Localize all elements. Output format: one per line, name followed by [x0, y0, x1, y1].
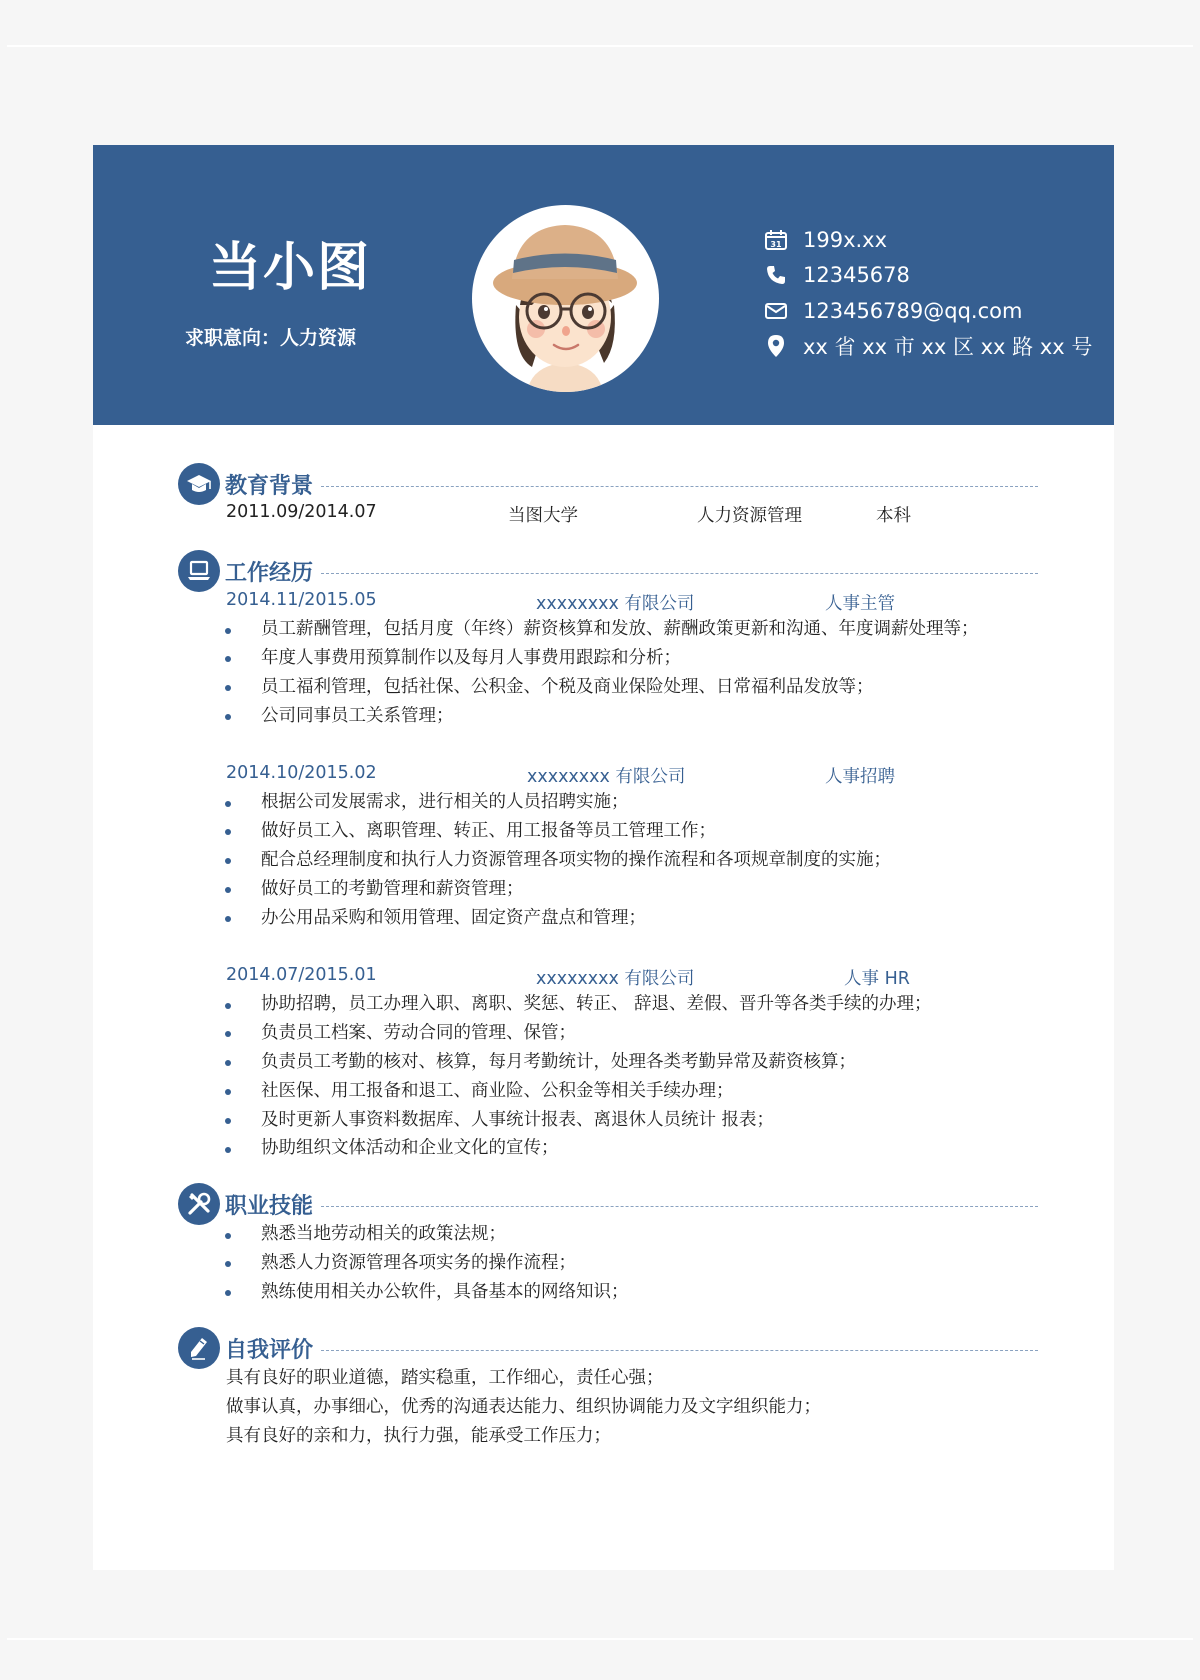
pencil-icon — [178, 1327, 220, 1369]
job-2-role: 人事招聘 — [825, 767, 895, 787]
avatar-illustration — [472, 205, 659, 392]
skills-list — [225, 1220, 629, 1307]
section-work-title: 工作经历 — [225, 560, 314, 586]
evaluation-line: 具有良好的职业道德，踏实稳重，工作细心，责任心强； — [226, 1368, 664, 1388]
contact-list — [763, 222, 1092, 364]
tools-icon — [178, 1183, 220, 1225]
resume-page — [93, 145, 1114, 1570]
education-school: 当图大学 — [508, 506, 578, 526]
list-item: 熟悉当地劳动相关的政策法规； — [225, 1220, 629, 1249]
job-1-period: 2014.11/2015.05 — [226, 590, 377, 610]
phone-icon — [763, 263, 789, 287]
contact-phone — [763, 258, 1092, 294]
section-divider — [321, 1350, 1038, 1351]
job-3-duties — [225, 990, 932, 1163]
address-text: xx 省 xx 市 xx 区 xx 路 xx 号 — [803, 335, 1093, 360]
job-3-role: 人事 HR — [844, 969, 910, 989]
resume-header — [93, 145, 1114, 425]
candidate-name: 当小图 — [208, 238, 371, 298]
evaluation-line: 具有良好的亲和力，执行力强，能承受工作压力； — [226, 1425, 611, 1446]
top-divider — [7, 45, 1193, 47]
list-item: 办公用品采购和领用管理、固定资产盘点和管理； — [225, 904, 891, 933]
list-item: 配合总经理制度和执行人力资源管理各项实物的操作流程和各项规章制度的实施； — [225, 846, 891, 875]
svg-text:31: 31 — [770, 239, 782, 249]
job-2-company: xxxxxxxx 有限公司 — [527, 767, 686, 787]
job-2-duties — [225, 788, 891, 932]
list-item: 员工薪酬管理，包括月度（年终）薪资核算和发放、薪酬政策更新和沟通、年度调薪处理等； — [225, 615, 979, 644]
bottom-divider — [7, 1638, 1193, 1640]
section-divider — [321, 573, 1038, 574]
job-3-company: xxxxxxxx 有限公司 — [536, 969, 695, 989]
list-item: 熟悉人力资源管理各项实务的操作流程； — [225, 1249, 629, 1278]
phone-text: 12345678 — [803, 263, 910, 288]
list-item: 做好员工入、离职管理、转正、用工报备等员工管理工作； — [225, 817, 891, 846]
list-item: 社医保、用工报备和退工、商业险、公积金等相关手续办理； — [225, 1077, 932, 1106]
job-2-period: 2014.10/2015.02 — [226, 763, 377, 783]
contact-address — [763, 329, 1092, 365]
list-item: 负责员工档案、劳动合同的管理、保管； — [225, 1019, 932, 1048]
list-item: 及时更新人事资料数据库、人事统计报表、离退休人员统计 报表； — [225, 1106, 932, 1135]
list-item: 协助组织文体活动和企业文化的宣传； — [225, 1134, 932, 1163]
education-degree: 本科 — [876, 506, 911, 526]
section-divider — [321, 1206, 1038, 1207]
section-self-evaluation-title: 自我评价 — [225, 1337, 314, 1363]
job-intent: 求职意向：人力资源 — [185, 327, 357, 349]
avatar — [472, 205, 659, 392]
laptop-icon — [178, 550, 220, 592]
mail-icon — [763, 299, 789, 323]
evaluation-line: 做事认真，办事细心，优秀的沟通表达能力、组织协调能力及文字组织能力； — [226, 1396, 821, 1417]
contact-birthdate — [763, 222, 1092, 258]
job-3-period: 2014.07/2015.01 — [226, 965, 377, 985]
location-pin-icon — [763, 334, 789, 358]
calendar-icon — [763, 228, 789, 252]
job-1-role: 人事主管 — [825, 594, 895, 614]
section-education-title: 教育背景 — [225, 473, 314, 499]
section-self-evaluation-heading — [178, 1327, 1038, 1369]
self-evaluation-text — [226, 1364, 821, 1451]
birthdate-text: 199x.xx — [803, 227, 888, 252]
contact-email — [763, 293, 1092, 329]
job-1-company: xxxxxxxx 有限公司 — [536, 594, 695, 614]
list-item: 年度人事费用预算制作以及每月人事费用跟踪和分析； — [225, 644, 979, 673]
job-1-duties — [225, 615, 979, 731]
education-period: 2011.09/2014.07 — [226, 502, 377, 522]
section-divider — [321, 486, 1038, 487]
list-item: 根据公司发展需求，进行相关的人员招聘实施； — [225, 788, 891, 817]
list-item: 公司同事员工关系管理； — [225, 702, 979, 731]
list-item: 做好员工的考勤管理和薪资管理； — [225, 875, 891, 904]
list-item: 负责员工考勤的核对、核算，每月考勤统计，处理各类考勤异常及薪资核算； — [225, 1048, 932, 1077]
section-skills-heading — [178, 1183, 1038, 1225]
list-item: 熟练使用相关办公软件，具备基本的网络知识； — [225, 1278, 629, 1307]
section-education-heading — [178, 463, 1038, 505]
list-item: 协助招聘，员工办理入职、离职、奖惩、转正、 辞退、差假、晋升等各类手续的办理； — [225, 990, 932, 1019]
section-work-heading — [178, 550, 1038, 592]
section-skills-title: 职业技能 — [225, 1193, 314, 1219]
list-item: 员工福利管理，包括社保、公积金、个税及商业保险处理、日常福利品发放等； — [225, 673, 979, 702]
graduation-cap-icon — [178, 463, 220, 505]
education-major: 人力资源管理 — [697, 506, 802, 526]
email-text: 123456789@qq.com — [803, 298, 1023, 323]
